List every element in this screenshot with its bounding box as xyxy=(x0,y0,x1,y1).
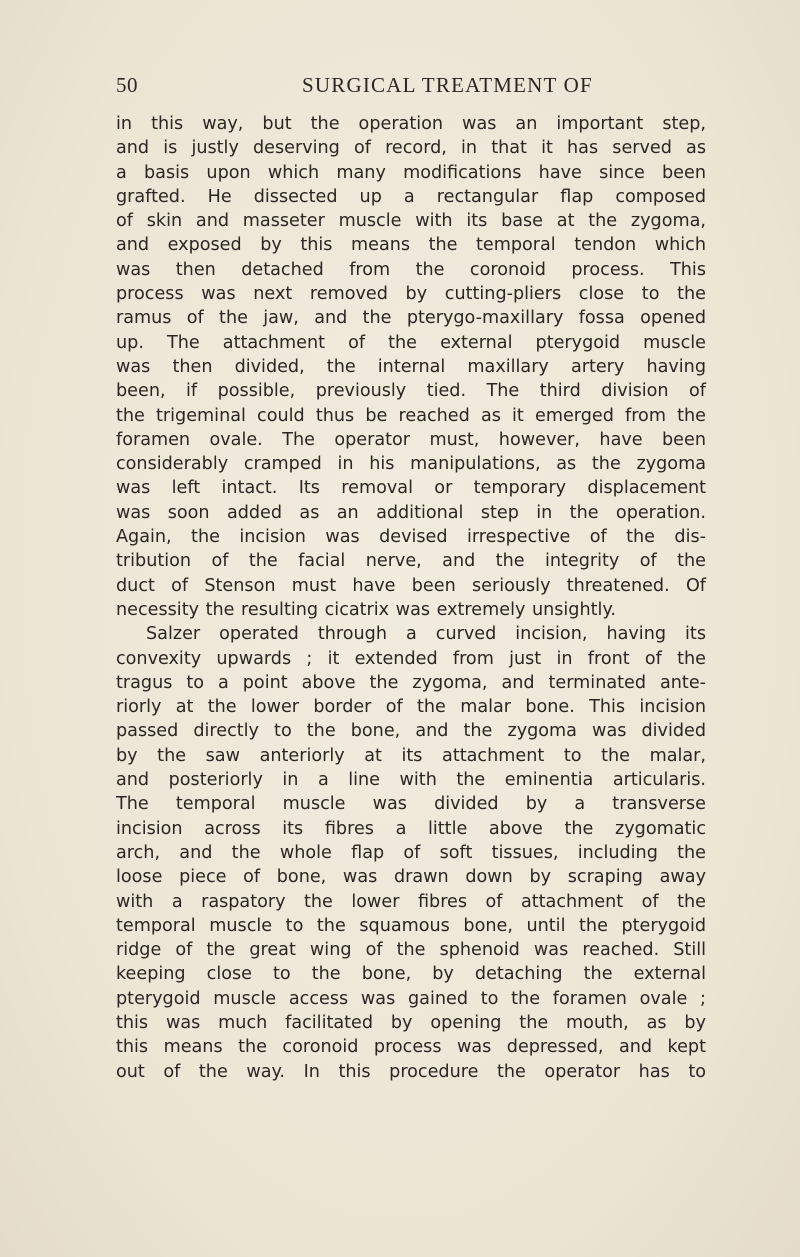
text-line: tragus to a point above the zygoma, and terminated ante- xyxy=(116,672,706,693)
text-line: Salzer operated through a curved incision, having its xyxy=(146,624,706,645)
text-line: keeping close to the bone, by detaching the external xyxy=(116,964,706,985)
text-line: pterygoid muscle access was gained to the foramen ovale ; xyxy=(116,988,706,1009)
text-line: Again, the incision was devised irrespective of the dis- xyxy=(116,527,706,548)
text-line: out of the way. In this procedure the operator has to xyxy=(116,1061,706,1082)
text-line: was then divided, the internal maxillary artery having xyxy=(116,356,706,377)
text-line: convexity upwards ; it extended from just in front of the xyxy=(116,648,706,669)
text-line: been, if possible, previously tied. The third division of xyxy=(116,381,706,402)
text-line: a basis upon which many modifications have since been xyxy=(116,162,706,183)
running-title: SURGICAL TREATMENT OF xyxy=(302,73,593,97)
text-line: ramus of the jaw, and the pterygo-maxillary fossa opened xyxy=(116,308,706,329)
text-line: and is justly deserving of record, in that it has served as xyxy=(116,138,706,159)
text-line: this was much facilitated by opening the mouth, as by xyxy=(116,1012,706,1033)
text-line: The temporal muscle was divided by a transverse xyxy=(116,794,706,815)
text-line: riorly at the lower border of the malar bone. This incision xyxy=(116,697,706,718)
text-line: foramen ovale. The operator must, however, have been xyxy=(116,429,706,450)
text-line: passed directly to the bone, and the zygoma was divided xyxy=(116,721,706,742)
text-line: considerably cramped in his manipulations, as the zygoma xyxy=(116,454,706,475)
text-line: temporal muscle to the squamous bone, until the pterygoid xyxy=(116,915,706,936)
text-line: was left intact. Its removal or temporary displacement xyxy=(116,478,706,499)
text-line: in this way, but the operation was an important step, xyxy=(116,114,706,134)
text-line: loose piece of bone, was drawn down by scraping away xyxy=(116,867,706,888)
text-line: this means the coronoid process was depressed, and kept xyxy=(116,1037,706,1058)
text-line: arch, and the whole flap of soft tissues, including the xyxy=(116,842,706,863)
text-line: was soon added as an additional step in the operation. xyxy=(116,502,706,523)
text-line: of skin and masseter muscle with its base at the zygoma, xyxy=(116,211,706,232)
text-line: grafted. He dissected up a rectangular flap composed xyxy=(116,186,706,207)
text-line: and posteriorly in a line with the eminentia articularis. xyxy=(116,770,706,791)
text-line: ridge of the great wing of the sphenoid was reached. Still xyxy=(116,940,706,961)
text-line: and exposed by this means the temporal tendon which xyxy=(116,235,706,256)
body-text xyxy=(116,112,706,1084)
text-line: necessity the resulting cicatrix was extremely unsightly. xyxy=(116,599,616,620)
text-line: tribution of the facial nerve, and the integrity of the xyxy=(116,551,706,572)
text-line: the trigeminal could thus be reached as it emerged from the xyxy=(116,405,706,426)
text-line: incision across its fibres a little above the zygomatic xyxy=(116,818,706,839)
page-header xyxy=(116,73,706,103)
text-line: up. The attachment of the external pterygoid muscle xyxy=(116,332,706,353)
page-number: 50 xyxy=(116,73,138,97)
text-line: duct of Stenson must have been seriously threatened. Of xyxy=(116,575,706,596)
text-line: by the saw anteriorly at its attachment to the malar, xyxy=(116,745,706,766)
text-line: with a raspatory the lower fibres of attachment of the xyxy=(116,891,706,912)
text-line: process was next removed by cutting-pliers close to the xyxy=(116,284,706,305)
text-line: was then detached from the coronoid process. This xyxy=(116,259,706,280)
